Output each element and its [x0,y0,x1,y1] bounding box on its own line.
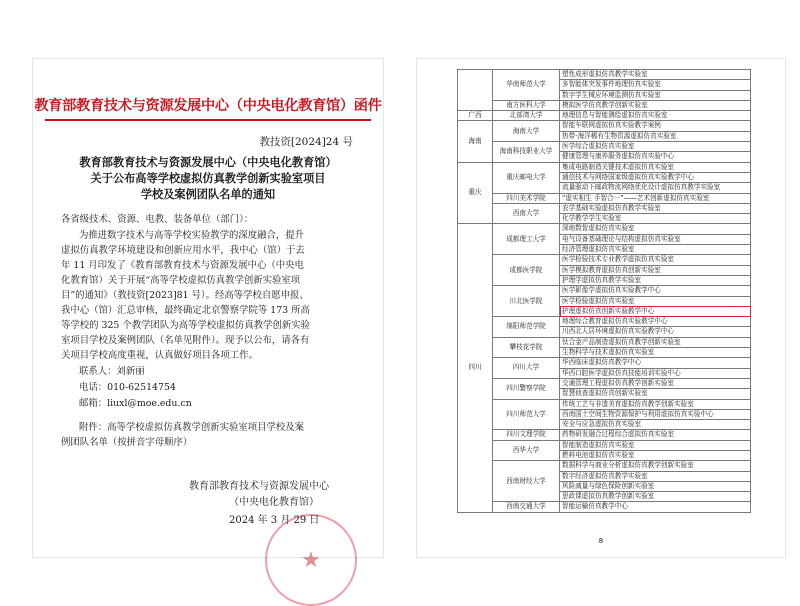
project-cell: 智慧侦查虚拟仿真创新实验室 [560,389,751,399]
contact-email: 邮箱：liuxl@moe.edu.cn [79,398,192,409]
signature-date: 2024 年 3 月 29 日 [229,515,320,526]
project-cell: 护理虚拟仿真创新实验教学中心 [560,306,751,316]
project-cell: 护理学虚拟仿真教学实验室 [560,275,751,285]
university-cell: 成都理工大学 [493,224,560,255]
table-row [458,502,751,512]
body-line: 我中心（馆）汇总审核，最终确定北京警察学院等 173 所高 [61,305,310,316]
university-cell: 华南师范大学 [493,70,560,101]
university-cell: 四川大学 [493,358,560,379]
project-cell: 传统工艺与非遗美育虚拟仿真教学创新实验室 [560,399,751,409]
project-cell: 风险减量与绿色保险创新实验室 [560,481,751,491]
project-cell: 医学影像学虚拟仿真实验教学中心 [560,286,751,296]
body-line: 年 11 月印发了《教育部教育技术与资源发展中心（中央电 [61,260,304,271]
university-cell: 海南大学 [493,121,560,142]
province-cell [458,70,493,111]
appendix-page [416,58,786,558]
letterhead: 教育部教育技术与资源发展中心（中央电化教育馆）函件 [34,98,382,114]
university-cell: 成都医学院 [493,255,560,286]
body-line: 关项目学校高度重视，认真做好项目各项工作。 [61,350,258,361]
notice-page [32,58,384,573]
project-cell: 农学基础实验虚拟仿真教学实验室 [560,203,751,213]
project-cell: 深地数智虚拟仿真实验室 [560,224,751,234]
seal-icon: ★ [265,514,357,606]
table-row [458,100,751,110]
table-row [458,70,751,80]
project-cell: 通信技术与网络国家级虚拟仿真实验教学中心 [560,172,751,182]
body-line: 虚拟仿真教学环境建设和创新应用水平，我中心（馆）于去 [61,245,305,256]
contact-person: 联系人：刘新丽 [79,366,145,377]
table-row [458,111,751,121]
table-row [458,337,751,347]
university-cell: 重庆邮电大学 [493,162,560,193]
university-cell: 西华大学 [493,440,560,461]
province-cell: 海南 [458,121,493,162]
notice-title-line: 学校及案例团队名单的通知 [140,187,276,201]
project-cell: 地理信息与智能测绘虚拟仿真实验室 [560,111,751,121]
project-cell: 生物科学与技术虚拟仿真实验室 [560,348,751,358]
project-cell: 医学综合虚拟仿真实验室 [560,142,751,152]
province-cell: 重庆 [458,162,493,224]
project-cell: 电气设备基础理论与结构虚拟仿真实验室 [560,234,751,244]
project-cell: 燃料电池虚拟仿真实验室 [560,450,751,460]
project-cell: 华西口腔医学虚拟仿真技能培训实验中心 [560,368,751,378]
letterhead-divider [45,119,371,121]
university-cell: 川北医学院 [493,286,560,317]
project-cell: 钛合金产品制造虚拟仿真教学创新实验室 [560,337,751,347]
body-line: 目”的通知》（教技资[2023]81 号）。经高等学校自愿申报、 [61,290,309,301]
attachment-line: 附件：高等学校虚拟仿真教学创新实验室项目学校及案 [79,422,305,433]
project-cell: 地理综合教育虚拟仿真实验教学中心 [560,317,751,327]
university-cell: 四川美术学院 [493,193,560,203]
university-cell: 海南科技职业大学 [493,142,560,163]
body-line: 化教育馆）关于开展“高等学校虚拟仿真教学创新实验室项 [61,275,301,286]
university-cell: 西南交通大学 [493,502,560,512]
project-cell: 集成电路制造关键技术虚拟仿真实验室 [560,162,751,172]
signature-org: 教育部教育技术与资源发展中心 [189,481,329,492]
project-cell: 思政课虚拟仿真教学创新实验室 [560,492,751,502]
table-row [458,224,751,234]
table-row [458,461,751,471]
project-cell: 智能车联网虚拟仿真实验教学案例 [560,121,751,131]
attachment-line: 例团队名单（按拼音字母顺序） [61,437,193,448]
page-number: 8 [598,537,604,545]
project-cell: 数字经济虚拟仿真教学实验室 [560,471,751,481]
contact-phone: 电话：010-62514754 [79,382,176,393]
project-cell: 流量驱动下邮政物流网络优化设计虚拟仿真教学实验室 [560,183,751,193]
project-cell: 西南国土空间生物资源保护与利用虚拟仿真实验中心 [560,409,751,419]
body-line: 为推进数字技术与高等学校实验教学的深度融合，提升 [79,230,305,241]
university-cell: 绵阳师范学院 [493,317,560,338]
notice-title-line: 关于公布高等学校虚拟仿真教学创新实验室项目 [90,171,326,185]
table-row [458,378,751,388]
appendix-table [457,69,751,513]
table-row [458,317,751,327]
university-cell: 西南财经大学 [493,461,560,502]
project-cell: 智能制造虚拟仿真实验室 [560,440,751,450]
university-cell: 四川文理学院 [493,430,560,440]
table-row [458,142,751,152]
table-row [458,162,751,172]
project-cell: “虚实相生 手智合一”——艺术创新虚拟仿真实验室 [560,193,751,203]
project-cell: 热带-海洋稀有生物资源虚拟仿真实验室 [560,131,751,141]
university-cell: 攀枝花学院 [493,337,560,358]
table-row [458,193,751,203]
province-cell: 四川 [458,224,493,512]
table-row [458,286,751,296]
table-row [458,399,751,409]
project-cell: 数字学生械应环境监测仿真实验室 [560,90,751,100]
university-cell: 四川师范大学 [493,399,560,430]
signature-org-sub: （中央电化教育馆） [229,497,319,508]
university-cell: 南方医科大学 [493,100,560,110]
project-cell: 塑性成形虚拟仿真教学实验室 [560,70,751,80]
project-cell: 安全与应急虚拟仿真实验室 [560,420,751,430]
university-cell: 西南大学 [493,203,560,224]
university-cell: 四川警察学院 [493,378,560,399]
body-line: 等学校的 325 个教学团队为高等学校虚拟仿真教学创新实验 [61,320,310,331]
project-cell: 化学教学学生实验室 [560,214,751,224]
project-cell: 医学检验虚拟仿真实验室 [560,296,751,306]
table-row [458,203,751,213]
notice-title-line: 教育部教育技术与资源发展中心（中央电化教育馆） [79,155,337,169]
project-cell: 多智能体突发事件地理仿真实验室 [560,80,751,90]
document-number: 教技资[2024]24 号 [259,136,353,148]
body-line: 室项目学校及案例团队（名单见附件）。现予以公布，请各有 [61,335,310,346]
project-cell: 智能运输仿真教学中心 [560,502,751,512]
project-cell: 医学检验技术专业教学虚拟仿真实验室 [560,255,751,265]
project-cell: 数据科学与商业分析虚拟仿真教学创新实验室 [560,461,751,471]
table-row [458,255,751,265]
project-cell: 模拟医学仿真教学创新实验室 [560,100,751,110]
table-row [458,440,751,450]
salutation: 各省级技术、资源、电教、装备单位（部门）： [61,214,254,225]
project-cell: 医学模拟教育虚拟仿真创新实验室 [560,265,751,275]
table-row [458,358,751,368]
table-row [458,430,751,440]
project-cell: 药物研发融合过程综合虚拟仿真实验室 [560,430,751,440]
table-row [458,121,751,131]
project-cell: 经济管理虚拟仿真实验室 [560,245,751,255]
project-cell: 华西临床虚拟仿真教学中心 [560,358,751,368]
project-cell: 川西北人居环境虚拟仿真实验教学中心 [560,327,751,337]
university-cell: 北部湾大学 [493,111,560,121]
province-cell: 广西 [458,111,493,121]
project-cell: 交通管理工程虚拟仿真教学创新实验室 [560,378,751,388]
project-cell: 健康管理与康养服务虚拟仿真实验中心 [560,152,751,162]
